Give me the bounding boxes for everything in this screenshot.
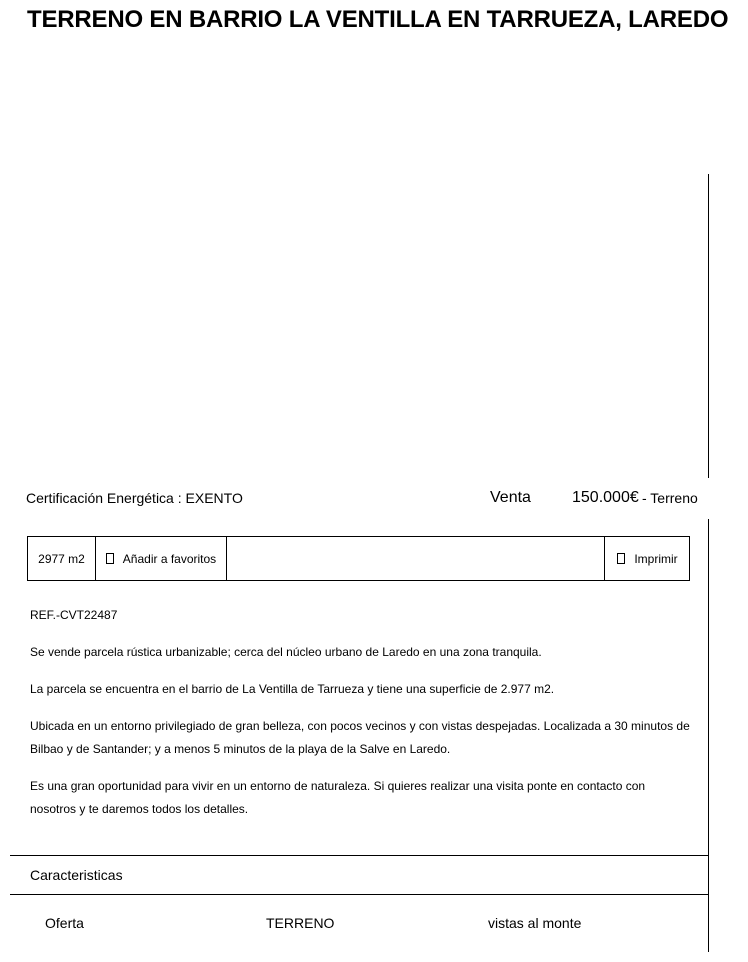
features-heading: Caracteristicas xyxy=(30,867,123,883)
description-paragraph: Se vende parcela rústica urbanizable; cerca del núcleo urbano de Laredo en una zona tranquila. xyxy=(30,645,542,659)
bookmark-icon xyxy=(106,553,114,564)
description-paragraph: Ubicada en un entorno privilegiado de gran belleza, con pocos vecinos y con vistas despejadas. Localizada a 30 minutos de Bilbao y de Santander; y a menos 5 minutos de la playa de la Salve en Laredo. xyxy=(30,719,690,756)
operation-type: Venta xyxy=(490,489,531,506)
divider-vertical-top xyxy=(708,174,709,478)
divider-horizontal xyxy=(10,894,708,895)
add-to-favorites-label: Añadir a favoritos xyxy=(122,551,217,566)
page-title: TERRENO EN BARRIO LA VENTILLA EN TARRUEZA, LAREDO xyxy=(27,6,729,33)
divider-horizontal xyxy=(10,855,708,856)
energy-certificate: Certificación Energética : EXENTO xyxy=(26,490,243,506)
print-icon xyxy=(617,553,625,564)
property-type: - Terreno xyxy=(642,490,698,506)
print-label: Imprimir xyxy=(634,551,678,566)
print-button[interactable] xyxy=(604,537,690,580)
feature-item: Oferta xyxy=(45,915,84,931)
feature-item: vistas al monte xyxy=(488,915,582,931)
price: 150.000€ xyxy=(572,489,639,506)
description-paragraph: Es una gran oportunidad para vivir en un entorno de naturaleza. Si quieres realizar una visita ponte en contacto con nosotros y te daremos todos los detalles. xyxy=(30,779,646,816)
feature-item: TERRENO xyxy=(266,915,335,931)
add-to-favorites-button[interactable] xyxy=(96,537,227,580)
description-paragraph: La parcela se encuentra en el barrio de La Ventilla de Tarrueza y tiene una superficie de 2.977 m2. xyxy=(30,682,555,696)
listing-description xyxy=(30,604,690,835)
area-value: 2977 m2 xyxy=(28,537,96,580)
divider-vertical-bottom xyxy=(708,519,709,952)
listing-toolbar xyxy=(27,536,690,581)
reference-code: REF.-CVT22487 xyxy=(30,608,118,622)
